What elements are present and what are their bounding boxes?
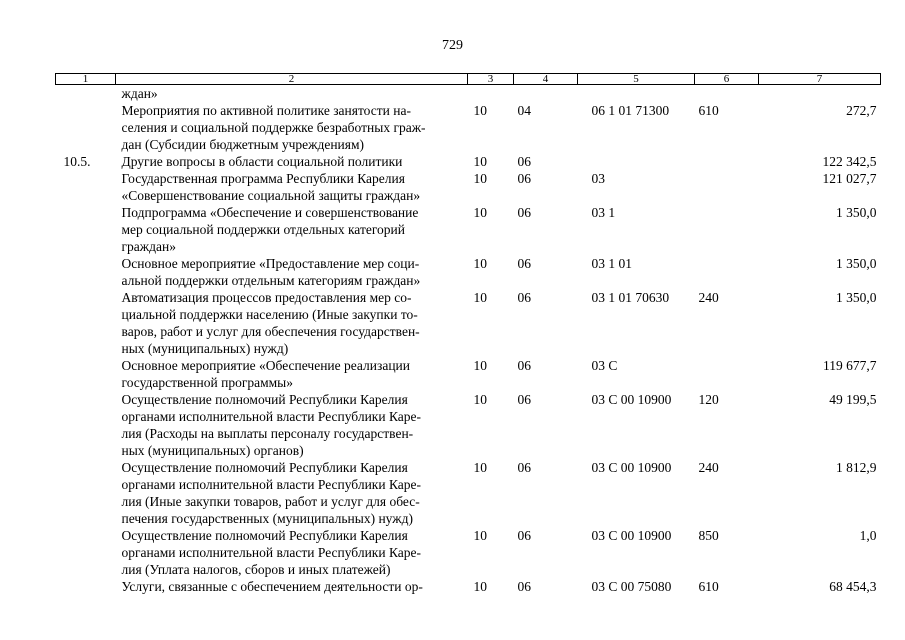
- header-col-4: 4: [514, 74, 578, 85]
- table-row: [56, 527, 881, 578]
- row-name-line: Автоматизация процессов предоставления мер со-: [121, 290, 412, 305]
- row-expense-type: [695, 153, 759, 170]
- row-subsection: 06: [517, 154, 531, 169]
- row-target-article: 03 1 01: [591, 256, 632, 271]
- row-name-line: граждан»: [121, 239, 176, 254]
- row-expense-type: [695, 255, 759, 289]
- row-expense-type: [695, 170, 759, 204]
- row-name: [116, 153, 468, 170]
- row-name: [116, 578, 468, 595]
- row-name: [116, 204, 468, 255]
- table-row: [56, 357, 881, 391]
- row-amount: [759, 85, 881, 103]
- row-name-line: лия (Расходы на выплаты персоналу государствен-: [121, 426, 414, 441]
- header-row: [56, 74, 881, 85]
- table-row: [56, 578, 881, 595]
- budget-table: [55, 73, 881, 595]
- row-section: 10: [473, 358, 487, 373]
- row-name-line: Услуги, связанные с обеспечением деятельности ор-: [121, 579, 423, 594]
- row-section: 10: [473, 171, 487, 186]
- row-amount: 1 350,0: [836, 205, 877, 220]
- row-expense-type: [695, 357, 759, 391]
- row-target-article: 06 1 01 71300: [591, 103, 670, 118]
- row-section: 10: [473, 290, 487, 305]
- row-name: [116, 459, 468, 527]
- row-target-article: 03 С 00 10900: [591, 528, 672, 543]
- table-row: [56, 255, 881, 289]
- row-name-line: альной поддержки отдельным категориям граждан»: [121, 273, 421, 288]
- row-name-line: Осуществление полномочий Республики Карелия: [121, 392, 408, 407]
- row-target-article: 03 1: [591, 205, 616, 220]
- row-amount: 122 342,5: [822, 154, 877, 169]
- row-number: [56, 459, 116, 527]
- row-number: [56, 170, 116, 204]
- row-name-line: органами исполнительной власти Республики Каре-: [121, 409, 422, 424]
- row-name-line: «Совершенствование социальной защиты граждан»: [121, 188, 421, 203]
- row-section: 10: [473, 205, 487, 220]
- row-expense-type: 610: [698, 103, 719, 118]
- row-name-line: дан (Субсидии бюджетным учреждениям): [121, 137, 365, 152]
- table-header: [56, 74, 881, 85]
- row-subsection: 06: [517, 290, 531, 305]
- row-section: 10: [473, 256, 487, 271]
- row-name-line: лия (Уплата налогов, сборов и иных платежей): [121, 562, 391, 577]
- row-number: [56, 102, 116, 153]
- row-name-line: Осуществление полномочий Республики Карелия: [121, 528, 408, 543]
- row-amount: 1 350,0: [836, 290, 877, 305]
- row-target-article: [578, 85, 695, 103]
- row-number: [56, 204, 116, 255]
- header-col-1: 1: [56, 74, 116, 85]
- row-amount: 119 677,7: [823, 358, 877, 373]
- row-name: [116, 102, 468, 153]
- row-expense-type: [695, 85, 759, 103]
- row-target-article: 03 С 00 10900: [591, 392, 672, 407]
- row-number: [56, 578, 116, 595]
- row-number: [56, 255, 116, 289]
- row-name-line: Государственная программа Республики Карелия: [121, 171, 405, 186]
- row-name-line: лия (Иные закупки товаров, работ и услуг для обес-: [121, 494, 420, 509]
- row-number: [56, 527, 116, 578]
- header-col-5: 5: [578, 74, 695, 85]
- row-amount: 272,7: [846, 103, 877, 118]
- row-amount: 1 350,0: [836, 256, 877, 271]
- row-target-article: 03 С 00 75080: [591, 579, 672, 594]
- row-subsection: 06: [517, 205, 531, 220]
- row-name-line: селения и социальной поддержке безработных граж-: [121, 120, 426, 135]
- row-target-article: 03: [591, 171, 605, 186]
- row-name-line: Основное мероприятие «Предоставление мер соци-: [121, 256, 420, 271]
- table-row: [56, 459, 881, 527]
- row-expense-type: 120: [698, 392, 719, 407]
- header-col-7: 7: [759, 74, 881, 85]
- row-number: [56, 85, 116, 103]
- row-subsection: 04: [517, 103, 531, 118]
- row-subsection: 06: [517, 579, 531, 594]
- row-name-line: мер социальной поддержки отдельных категорий: [121, 222, 405, 237]
- row-subsection: [514, 85, 578, 103]
- row-section: 10: [473, 392, 487, 407]
- row-subsection: 06: [517, 460, 531, 475]
- row-amount: 1 812,9: [836, 460, 877, 475]
- row-number: [56, 357, 116, 391]
- table-row: [56, 153, 881, 170]
- row-amount: 1,0: [859, 528, 877, 543]
- table-row: [56, 170, 881, 204]
- row-amount: 49 199,5: [829, 392, 877, 407]
- row-name-line: печения государственных (муниципальных) нужд): [121, 511, 413, 526]
- row-section: [468, 85, 514, 103]
- row-target-article: 03 1 01 70630: [591, 290, 670, 305]
- row-expense-type: [695, 204, 759, 255]
- row-name: [116, 85, 468, 103]
- header-col-3: 3: [468, 74, 514, 85]
- row-name-line: органами исполнительной власти Республики Каре-: [121, 477, 422, 492]
- row-name: [116, 289, 468, 357]
- row-expense-type: 240: [698, 460, 719, 475]
- row-subsection: 06: [517, 358, 531, 373]
- row-amount: 121 027,7: [822, 171, 877, 186]
- row-name-line: ных (муниципальных) нужд): [121, 341, 289, 356]
- row-name-line: Основное мероприятие «Обеспечение реализации: [121, 358, 410, 373]
- row-subsection: 06: [517, 528, 531, 543]
- row-section: 10: [473, 528, 487, 543]
- row-expense-type: 240: [698, 290, 719, 305]
- row-number: [56, 391, 116, 459]
- table-row: [56, 102, 881, 153]
- row-subsection: 06: [517, 392, 531, 407]
- row-subsection: 06: [517, 171, 531, 186]
- row-name: [116, 170, 468, 204]
- row-name-line: Мероприятия по активной политике занятости на-: [121, 103, 411, 118]
- row-section: 10: [473, 579, 487, 594]
- table-row: [56, 391, 881, 459]
- row-target-article: 03 С: [591, 358, 618, 373]
- row-name-line: циальной поддержки населению (Иные закупки то-: [121, 307, 418, 322]
- table-row: [56, 204, 881, 255]
- row-subsection: 06: [517, 256, 531, 271]
- row-number: [56, 289, 116, 357]
- row-name-line: органами исполнительной власти Республики Каре-: [121, 545, 422, 560]
- row-number: 10.5.: [63, 154, 91, 169]
- row-name: [116, 255, 468, 289]
- header-col-2: 2: [116, 74, 468, 85]
- row-section: 10: [473, 460, 487, 475]
- row-name: [116, 527, 468, 578]
- row-target-article: [578, 153, 695, 170]
- row-section: 10: [473, 103, 487, 118]
- row-amount: 68 454,3: [829, 579, 877, 594]
- table-row: [56, 289, 881, 357]
- table-row: [56, 85, 881, 103]
- header-col-6: 6: [695, 74, 759, 85]
- row-name-line: варов, работ и услуг для обеспечения государствен-: [121, 324, 420, 339]
- row-name-line: государственной программы»: [121, 375, 293, 390]
- row-name: [116, 357, 468, 391]
- row-expense-type: 850: [698, 528, 719, 543]
- row-name-line: ных (муниципальных) органов): [121, 443, 304, 458]
- row-name-line: Другие вопросы в области социальной политики: [121, 154, 403, 169]
- row-name-line: Подпрограмма «Обеспечение и совершенствование: [121, 205, 419, 220]
- page-number: 729: [442, 38, 463, 53]
- table-body: [56, 85, 881, 596]
- row-name-line: ждан»: [121, 86, 158, 101]
- row-name: [116, 391, 468, 459]
- row-section: 10: [473, 154, 487, 169]
- row-expense-type: 610: [698, 579, 719, 594]
- row-name-line: Осуществление полномочий Республики Карелия: [121, 460, 408, 475]
- row-target-article: 03 С 00 10900: [591, 460, 672, 475]
